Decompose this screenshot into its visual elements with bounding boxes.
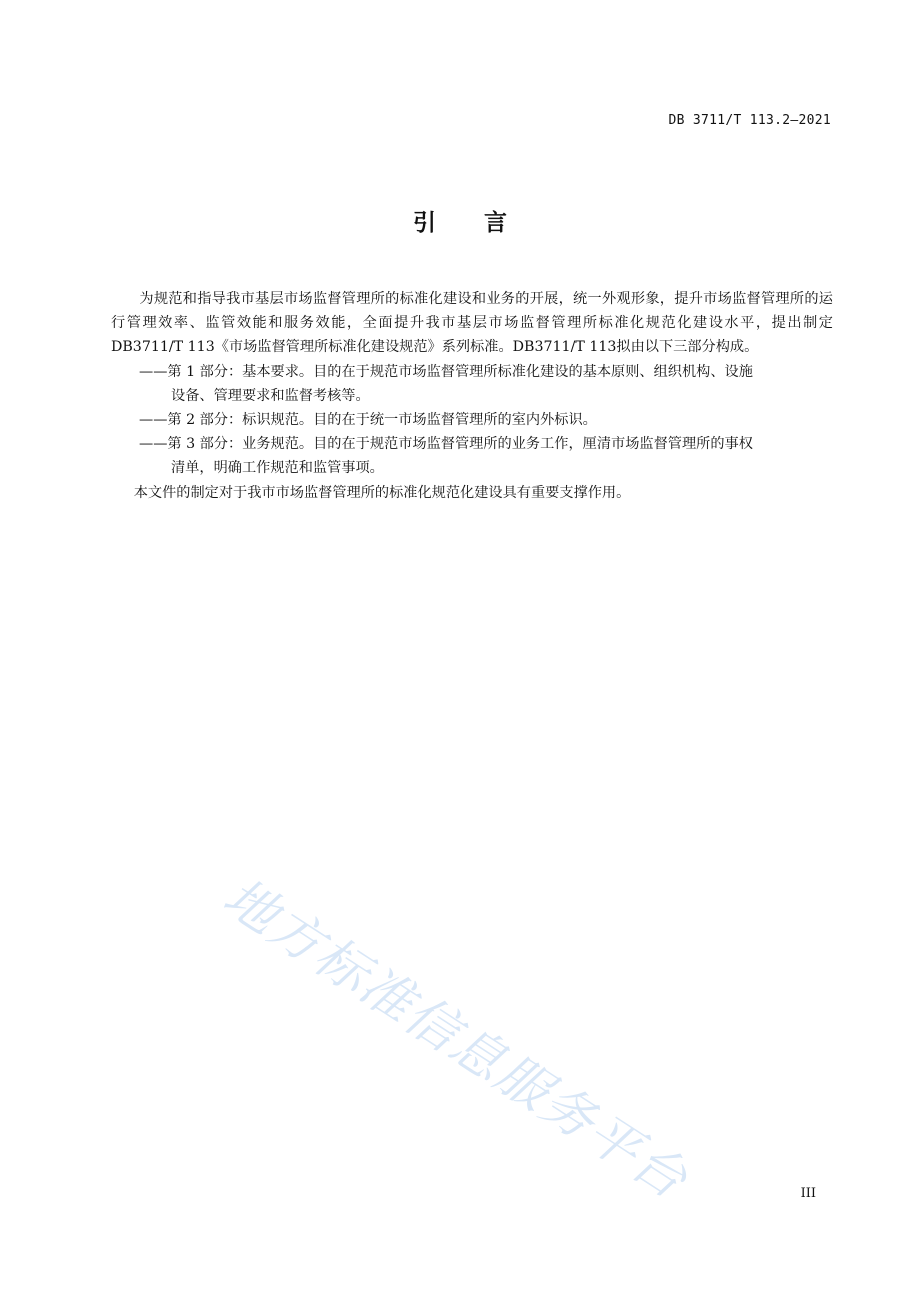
watermark: 地方标准信息服务平台: [212, 866, 699, 1212]
intro-paragraph: 为规范和指导我市基层市场监督管理所的标准化建设和业务的开展，统一外观形象，提升市场监督管理所的运行管理效率、监管效能和服务效能，全面提升我市基层市场监督管理所标准化规范化建设水平，提出制定DB3711/T 113《市场监督管理所标准化建设规范》系列标准。DB3711/T 113拟由以下三部分构成。: [111, 291, 833, 356]
list-item-continuation: 清单，明确工作规范和监管事项。: [171, 460, 384, 477]
list-item-lead: ——第 2 部分：标识规范。目的在于统一市场监督管理所的室内外标识。: [139, 412, 597, 429]
list-item-part-1: [139, 360, 833, 408]
page-title: [0, 204, 920, 237]
list-item-lead: ——第 1 部分：基本要求。目的在于规范市场监督管理所标准化建设的基本原则、组织机构、设施: [139, 363, 753, 380]
document-body: [111, 287, 833, 505]
document-code: DB 3711/T 113.2—2021: [668, 113, 831, 128]
title-char-2: 言: [484, 210, 507, 236]
list-item-lead: ——第 3 部分：业务规范。目的在于规范市场监督管理所的业务工作，厘清市场监督管理所的事权: [139, 436, 753, 453]
list-item-continuation: 设备、管理要求和监督考核等。: [171, 387, 370, 404]
title-char-1: 引: [413, 210, 436, 236]
page-number: III: [800, 1186, 816, 1201]
closing-paragraph: 本文件的制定对于我市市场监督管理所的标准化规范化建设具有重要支撑作用。: [133, 484, 631, 501]
list-item-part-2: [139, 408, 833, 432]
list-item-part-3: [139, 432, 833, 480]
